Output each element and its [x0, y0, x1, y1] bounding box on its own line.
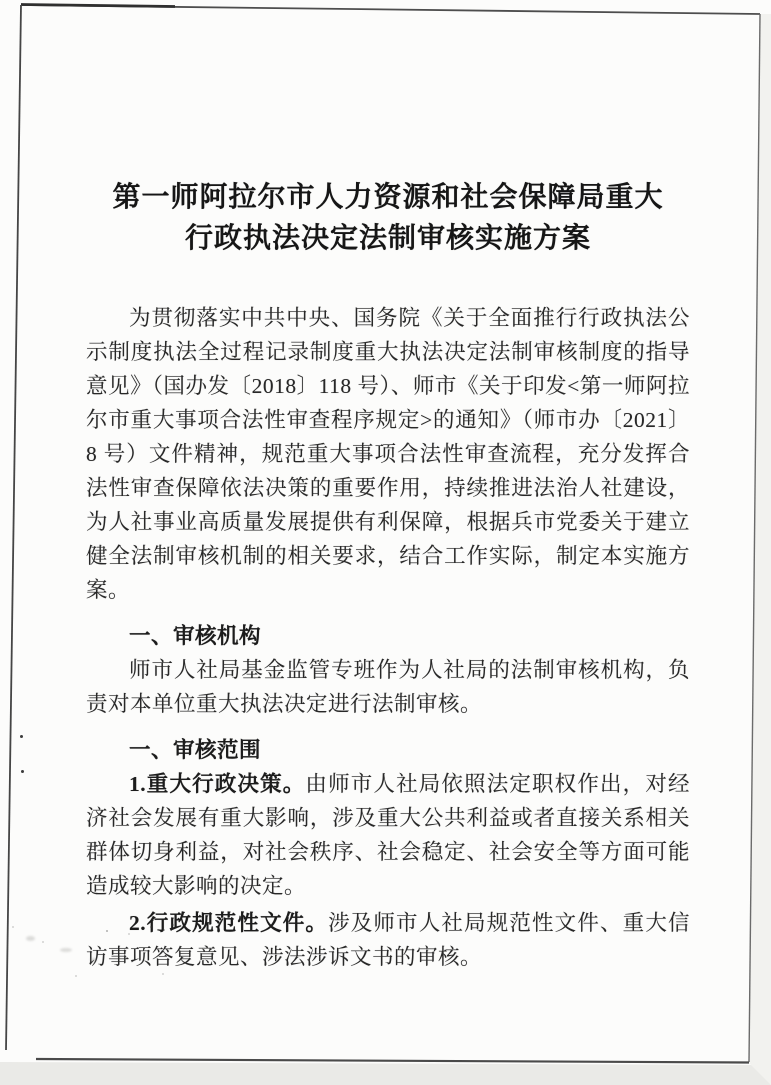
- scan-speck: [390, 950, 392, 952]
- body-paragraph: [86, 653, 690, 721]
- scan-smudge: [90, 958, 97, 962]
- page-edge-left: [6, 5, 21, 1050]
- scan-smudge: [26, 936, 35, 941]
- scanner-background-bottom: [0, 1062, 771, 1085]
- scanner-background-right: [749, 14, 771, 1085]
- text-run: 涉及师市人社局规范性文件、重大信访事项答复意见、涉法涉诉文书的审核。: [86, 911, 690, 969]
- page-edge-top: [21, 5, 760, 14]
- scan-speck: [128, 933, 130, 935]
- page-edge-top-dark-segment: [21, 5, 175, 7]
- scan-speck: [75, 975, 77, 977]
- page-edge-bottom: [36, 1059, 749, 1063]
- scan-speck: [172, 924, 174, 926]
- section-heading: [86, 733, 690, 767]
- document-title-line-2: 行政执法决定法制审核实施方案: [184, 222, 591, 253]
- text-run: 由师市人社局依照法定职权作出，对经济社会发展有重大影响，涉及重大公共利益或者直接关系相关群体切身利益，对社会秩序、社会稳定、社会安全等方面可能造成较大影响的决定。: [86, 772, 690, 898]
- body-paragraph: [86, 767, 690, 903]
- scan-speck: [162, 973, 164, 975]
- scan-speck: [150, 926, 152, 928]
- section-heading: [86, 619, 690, 653]
- document-content: [86, 176, 690, 974]
- scan-smudge: [60, 948, 72, 952]
- scan-speck: [12, 926, 14, 928]
- scan-speck: [163, 929, 165, 931]
- scan-speck: [20, 735, 23, 738]
- document-title-line-1: 第一师阿拉尔市人力资源和社会保障局重大: [112, 181, 664, 212]
- text-run: 一、审核机构: [129, 624, 262, 648]
- document-body: [86, 301, 690, 974]
- scan-speck: [42, 941, 44, 943]
- text-run: 2.行政规范性文件。: [129, 911, 329, 935]
- text-run: 一、审核范围: [129, 738, 262, 762]
- document-title: [86, 176, 690, 258]
- text-run: 师市人社局基金监管专班作为人社局的法制审核机构，负责对本单位重大执法决定进行法制审核。: [86, 658, 690, 716]
- page-edge-right: [749, 14, 760, 1062]
- text-run: 1.重大行政决策。: [129, 772, 306, 796]
- body-paragraph: [86, 906, 690, 974]
- body-paragraph: [86, 301, 690, 607]
- text-run: 为贯彻落实中共中央、国务院《关于全面推行行政执法公示制度执法全过程记录制度重大执法决定法制审核制度的指导意见》（国办发〔2018〕118 号）、师市《关于印发<第一师阿拉尔市重大事项合法性审查程序规定>的通知》（师市办〔2021〕8 号）文件精神，规范重大事项合法性审查流程，充分发挥合法性审查保障依法决策的重要作用，持续推进法治人社建设，为人社事业高质量发展提供有利保障，根据兵市党委关于建立健全法制审核机制的相关要求，结合工作实际，制定本实施方案。: [86, 306, 690, 602]
- scan-speck: [21, 770, 24, 773]
- scan-speck: [106, 930, 108, 932]
